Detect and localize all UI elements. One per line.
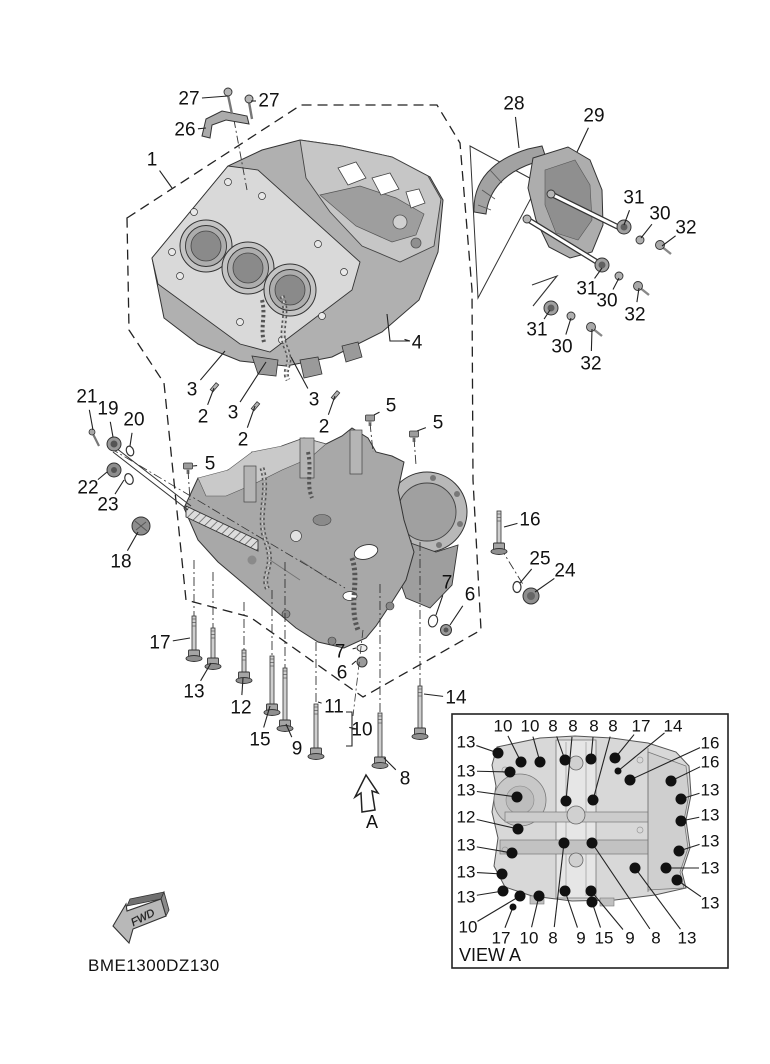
part-number-callout: 13 — [456, 732, 476, 752]
bolt-position-dot — [666, 776, 677, 787]
part-number-callout: 32 — [624, 304, 646, 326]
leader-line — [240, 362, 266, 402]
part-number-callout: 10 — [493, 716, 513, 736]
bolt-position-dot — [516, 757, 527, 768]
part-number-callout: 12 — [456, 807, 476, 827]
bolt-position-dot — [661, 863, 672, 874]
bolt-glyph — [264, 656, 280, 716]
part-number-callout: 31 — [623, 187, 645, 209]
bolt-position-dot — [510, 904, 517, 911]
part-number-callout: 26 — [174, 119, 196, 141]
upper-crankcase-illustration — [152, 140, 443, 380]
part-number-callout: 28 — [503, 93, 525, 115]
bolt-glyph — [277, 668, 293, 732]
leader-line — [173, 638, 190, 641]
bolt-position-dot — [587, 838, 598, 849]
part-number-callout: 9 — [291, 738, 303, 760]
bolt-position-dot — [560, 886, 571, 897]
bolt-glyph — [308, 704, 324, 760]
part-number-callout: 13 — [456, 835, 476, 855]
bolt-position-dot — [534, 891, 545, 902]
view-a-title: VIEW A — [459, 945, 522, 965]
bolt-position-dot — [560, 755, 571, 766]
part-number-callout: 30 — [649, 203, 671, 225]
part-number-callout: 8 — [399, 768, 411, 790]
part-number-callout: 19 — [97, 398, 119, 420]
leader-line — [424, 694, 443, 696]
part-number-callout: 5 — [385, 395, 397, 417]
bolt-position-dot — [561, 796, 572, 807]
part-number-callout: 10 — [520, 716, 540, 736]
leader-line — [318, 702, 322, 703]
bolt-position-dot — [676, 794, 687, 805]
part-number-callout: 27 — [258, 90, 280, 112]
leader-line — [328, 396, 335, 415]
part-number-callout: 17 — [149, 632, 171, 654]
part-number-callout: 13 — [183, 681, 205, 703]
leader-line — [520, 569, 532, 583]
part-number-callout: 27 — [178, 88, 200, 110]
part-number-callout: 9 — [576, 928, 586, 948]
part-number-callout: 20 — [123, 409, 145, 431]
part-number-callout: 13 — [700, 780, 720, 800]
part-number-callout: 21 — [76, 386, 98, 408]
part-number-callout: 3 — [308, 389, 320, 411]
part-number-callout: 2 — [318, 416, 330, 438]
part-number-callout: 14 — [663, 716, 683, 736]
leader-line — [577, 128, 588, 152]
leader-line — [89, 410, 93, 430]
part-number-callout: 15 — [249, 729, 271, 751]
part-number-callout: 10 — [351, 719, 373, 741]
part-number-callout: 14 — [445, 687, 467, 709]
part-number-callout: 23 — [97, 494, 119, 516]
part-number-callout: 3 — [227, 402, 239, 424]
part-number-callout: 13 — [700, 893, 720, 913]
part-number-callout: 6 — [336, 662, 348, 684]
part-number-callout: 15 — [594, 928, 614, 948]
part-number-callout: 8 — [608, 716, 618, 736]
part-number-callout: 8 — [589, 716, 599, 736]
bolt-position-dot — [625, 775, 636, 786]
bolt-position-dot — [507, 848, 518, 859]
bolt-position-dot — [674, 846, 685, 857]
part-number-callout: 31 — [526, 319, 548, 341]
bolt-position-dot — [588, 795, 599, 806]
part-number-callout: 13 — [700, 831, 720, 851]
part-number-callout: 13 — [456, 761, 476, 781]
bolt-position-dot — [493, 748, 504, 759]
part-number-callout: 13 — [456, 780, 476, 800]
part-number-callout: 22 — [77, 477, 99, 499]
bolt-position-dot — [559, 838, 570, 849]
leader-line — [566, 318, 571, 335]
bolt-position-dot — [586, 754, 597, 765]
leader-line — [98, 472, 107, 480]
part-number-callout: 8 — [548, 716, 558, 736]
bolt-position-dot — [676, 816, 687, 827]
leader-line — [127, 532, 138, 551]
bolt-glyph — [236, 650, 252, 684]
leader-line — [202, 96, 228, 98]
part-number-callout: 13 — [700, 858, 720, 878]
leader-line — [417, 428, 426, 431]
bolt-position-dot — [498, 886, 509, 897]
part-number-callout: 11 — [324, 696, 344, 718]
leader-line — [160, 171, 172, 188]
part-number-callout: 13 — [677, 928, 697, 948]
bolt-position-dot — [672, 875, 683, 886]
leader-line — [130, 433, 132, 446]
part-code: BME1300DZ130 — [88, 956, 220, 975]
part-number-callout: 1 — [146, 149, 158, 171]
leader-line — [515, 117, 519, 148]
part-number-callout: 13 — [456, 862, 476, 882]
part-number-callout: 6 — [464, 584, 476, 606]
part-number-callout: 2 — [197, 406, 209, 428]
bolt-position-dot — [586, 886, 597, 897]
bolt-position-dot — [610, 753, 621, 764]
leader-line — [115, 480, 124, 494]
leader-line — [450, 606, 463, 625]
fwd-arrow — [113, 892, 169, 943]
view-direction-arrow — [355, 775, 378, 832]
bolt-position-dot — [587, 897, 598, 908]
part-number-callout: 25 — [529, 548, 551, 570]
leader-line — [198, 128, 206, 129]
part-number-callout: 16 — [700, 752, 720, 772]
centerline — [414, 438, 416, 465]
part-number-callout: 10 — [458, 917, 478, 937]
bolt-position-dot — [497, 869, 508, 880]
fwd-label: FWD — [129, 906, 157, 930]
part-number-callout: 10 — [519, 928, 539, 948]
part-number-callout: 16 — [700, 733, 720, 753]
view-a-inset — [452, 714, 728, 968]
leader-line — [641, 224, 652, 238]
leader-line — [662, 236, 676, 246]
part-number-callout: 9 — [625, 928, 635, 948]
part-number-callout: 7 — [441, 572, 453, 594]
part-number-callout: 17 — [631, 716, 651, 736]
leader-line — [504, 523, 517, 527]
part-number-callout: 29 — [583, 105, 605, 127]
part-number-callout: 8 — [548, 928, 558, 948]
lower-crankcase-illustration — [110, 428, 467, 648]
part-number-callout: 13 — [700, 805, 720, 825]
leader-line — [374, 412, 380, 415]
leader-line — [200, 351, 225, 380]
leader-line — [110, 422, 113, 437]
leader-line — [535, 578, 554, 592]
part-number-callout: 18 — [110, 551, 132, 573]
bolt-position-dot — [615, 768, 622, 775]
part-number-callout: 4 — [411, 332, 423, 354]
part-number-callout: 8 — [651, 928, 661, 948]
part-number-callout: 5 — [204, 453, 216, 475]
part-number-callout: 13 — [456, 887, 476, 907]
part-number-callout: 31 — [576, 278, 598, 300]
bolt-position-dot — [513, 824, 524, 835]
part-number-callout: 16 — [519, 509, 541, 531]
part-number-callout: 5 — [432, 412, 444, 434]
bolt-position-dot — [512, 792, 523, 803]
part-number-callout: 17 — [491, 928, 511, 948]
part-number-callout: 8 — [568, 716, 578, 736]
part-number-callout: 12 — [230, 697, 252, 719]
part-number-callout: 32 — [675, 217, 697, 239]
part-number-callout: 3 — [186, 379, 198, 401]
bolt-position-dot — [505, 767, 516, 778]
bolt-glyph — [205, 628, 221, 670]
part-number-callout: 2 — [237, 429, 249, 451]
leader-line — [353, 648, 356, 649]
part-number-callout: 30 — [551, 336, 573, 358]
leader-line — [247, 406, 255, 428]
view-direction-label: A — [365, 812, 379, 832]
leader-line — [352, 661, 356, 665]
leader-line — [613, 278, 619, 289]
bolt-position-dot — [535, 757, 546, 768]
part-number-callout: 30 — [596, 290, 618, 312]
part-number-callout: 7 — [334, 641, 346, 663]
bolt-position-dot — [515, 891, 526, 902]
part-number-callout: 24 — [554, 560, 576, 582]
leader-line — [591, 329, 592, 351]
bolt-glyph — [491, 511, 507, 555]
bolt-position-dot — [630, 863, 641, 874]
part-number-callout: 32 — [580, 353, 602, 375]
